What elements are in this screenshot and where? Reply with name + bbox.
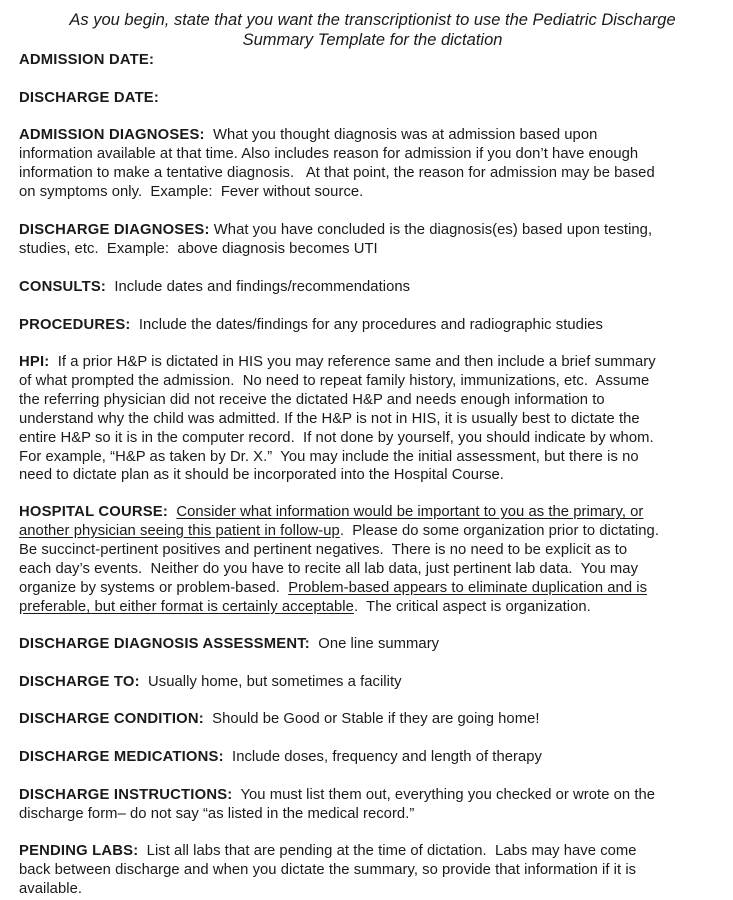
underlined-text: Consider what information would be important to you as the primary, or	[176, 504, 644, 520]
intro-line-2: Summary Template for the dictation	[242, 31, 503, 49]
section-text: You must list them out, everything you checked or wrote on the	[232, 787, 656, 803]
section-admission-date	[19, 51, 721, 70]
section-heading: DISCHARGE CONDITION:	[19, 711, 204, 727]
section-heading: HPI:	[19, 354, 50, 370]
section-pending-labs	[19, 842, 721, 899]
underlined-text: preferable, but either format is certainly acceptable	[19, 598, 354, 615]
section-text: back between discharge and when you dictate the summary, so provide that information if it is	[19, 861, 637, 878]
section-heading: CONSULTS:	[19, 279, 107, 295]
section-text: If a prior H&P is dictated in HIS you may reference same and then include a brief summary	[49, 354, 656, 370]
section-text: discharge form– do not say “as listed in the medical record.”	[19, 805, 415, 822]
section-heading: PENDING LABS:	[19, 843, 139, 859]
section-heading: ADMISSION DATE:	[19, 52, 155, 68]
section-text: What you have concluded is the diagnosis(es) based upon testing,	[209, 222, 653, 238]
section-discharge-instructions	[19, 786, 721, 824]
section-text: Include the dates/findings for any procedures and radiographic studies	[130, 317, 604, 333]
section-heading: DISCHARGE INSTRUCTIONS:	[19, 787, 233, 803]
section-discharge-diagnosis-assessment	[19, 635, 721, 654]
section-text: need to dictate plan as it should be incorporated into the Hospital Course.	[19, 467, 504, 484]
section-discharge-medications	[19, 748, 721, 767]
section-text: For example, “H&P as taken by Dr. X.” You may include the initial assessment, but there is no	[19, 448, 639, 465]
section-heading: HOSPITAL COURSE:	[19, 504, 168, 520]
section-text: Should be Good or Stable if they are going home!	[203, 711, 540, 727]
section-procedures	[19, 316, 721, 335]
section-text: Include doses, frequency and length of therapy	[223, 749, 542, 765]
section-text: Be succinct-pertinent positives and pertinent negatives. There is no need to be explicit as to	[19, 541, 628, 558]
section-discharge-to	[19, 673, 721, 692]
underlined-text: another physician seeing this patient in follow-up	[19, 522, 340, 539]
section-hospital-course	[19, 503, 721, 616]
section-heading: DISCHARGE DATE:	[19, 90, 160, 106]
section-heading: DISCHARGE DIAGNOSIS ASSESSMENT:	[19, 636, 310, 652]
section-text: each day’s events. Neither do you have to recite all lab data, just pertinent lab data. You may	[19, 560, 639, 577]
section-admission-diagnoses	[19, 126, 721, 202]
section-text: available.	[19, 880, 83, 897]
section-text: organize by systems or problem-based.	[19, 579, 289, 596]
section-heading: PROCEDURES:	[19, 317, 131, 333]
section-consults	[19, 278, 721, 297]
section-text: List all labs that are pending at the time of dictation. Labs may have come	[138, 843, 637, 859]
section-discharge-diagnoses	[19, 221, 721, 259]
section-text: understand why the child was admitted. If the H&P is not in HIS, it is usually best to dictate the	[19, 410, 640, 427]
section-text: information to make a tentative diagnosis. At that point, the reason for admission may be based	[19, 164, 655, 181]
section-heading: DISCHARGE MEDICATIONS:	[19, 749, 224, 765]
section-text: What you thought diagnosis was at admission based upon	[204, 127, 598, 143]
section-heading: DISCHARGE TO:	[19, 674, 140, 690]
section-text: One line summary	[309, 636, 440, 652]
section-text: studies, etc. Example: above diagnosis becomes UTI	[19, 240, 378, 257]
section-discharge-condition	[19, 710, 721, 729]
intro-instruction	[20, 10, 725, 50]
section-text: Usually home, but sometimes a facility	[139, 674, 402, 690]
section-hpi	[19, 353, 721, 485]
section-text: of what prompted the admission. No need to repeat family history, immunizations, etc. Assume	[19, 372, 650, 389]
section-text: information available at that time. Also includes reason for admission if you don’t have enough	[19, 145, 639, 162]
section-text: Include dates and findings/recommendations	[106, 279, 411, 295]
section-text: . The critical aspect is organization.	[353, 598, 591, 615]
section-text: the referring physician did not receive the dictated H&P and needs enough information to	[19, 391, 605, 408]
section-text: on symptoms only. Example: Fever without source.	[19, 183, 364, 200]
underlined-text: Problem-based appears to eliminate duplication and is	[288, 579, 648, 596]
section-heading: DISCHARGE DIAGNOSES:	[19, 222, 210, 238]
section-text: entire H&P so it is in the computer record. If not done by yourself, you should indicate by whom.	[19, 429, 654, 446]
intro-line-1: As you begin, state that you want the transcriptionist to use the Pediatric Discharge	[69, 11, 676, 29]
section-heading: ADMISSION DIAGNOSES:	[19, 127, 205, 143]
section-discharge-date	[19, 89, 721, 108]
section-text: . Please do some organization prior to dictating.	[339, 522, 659, 539]
